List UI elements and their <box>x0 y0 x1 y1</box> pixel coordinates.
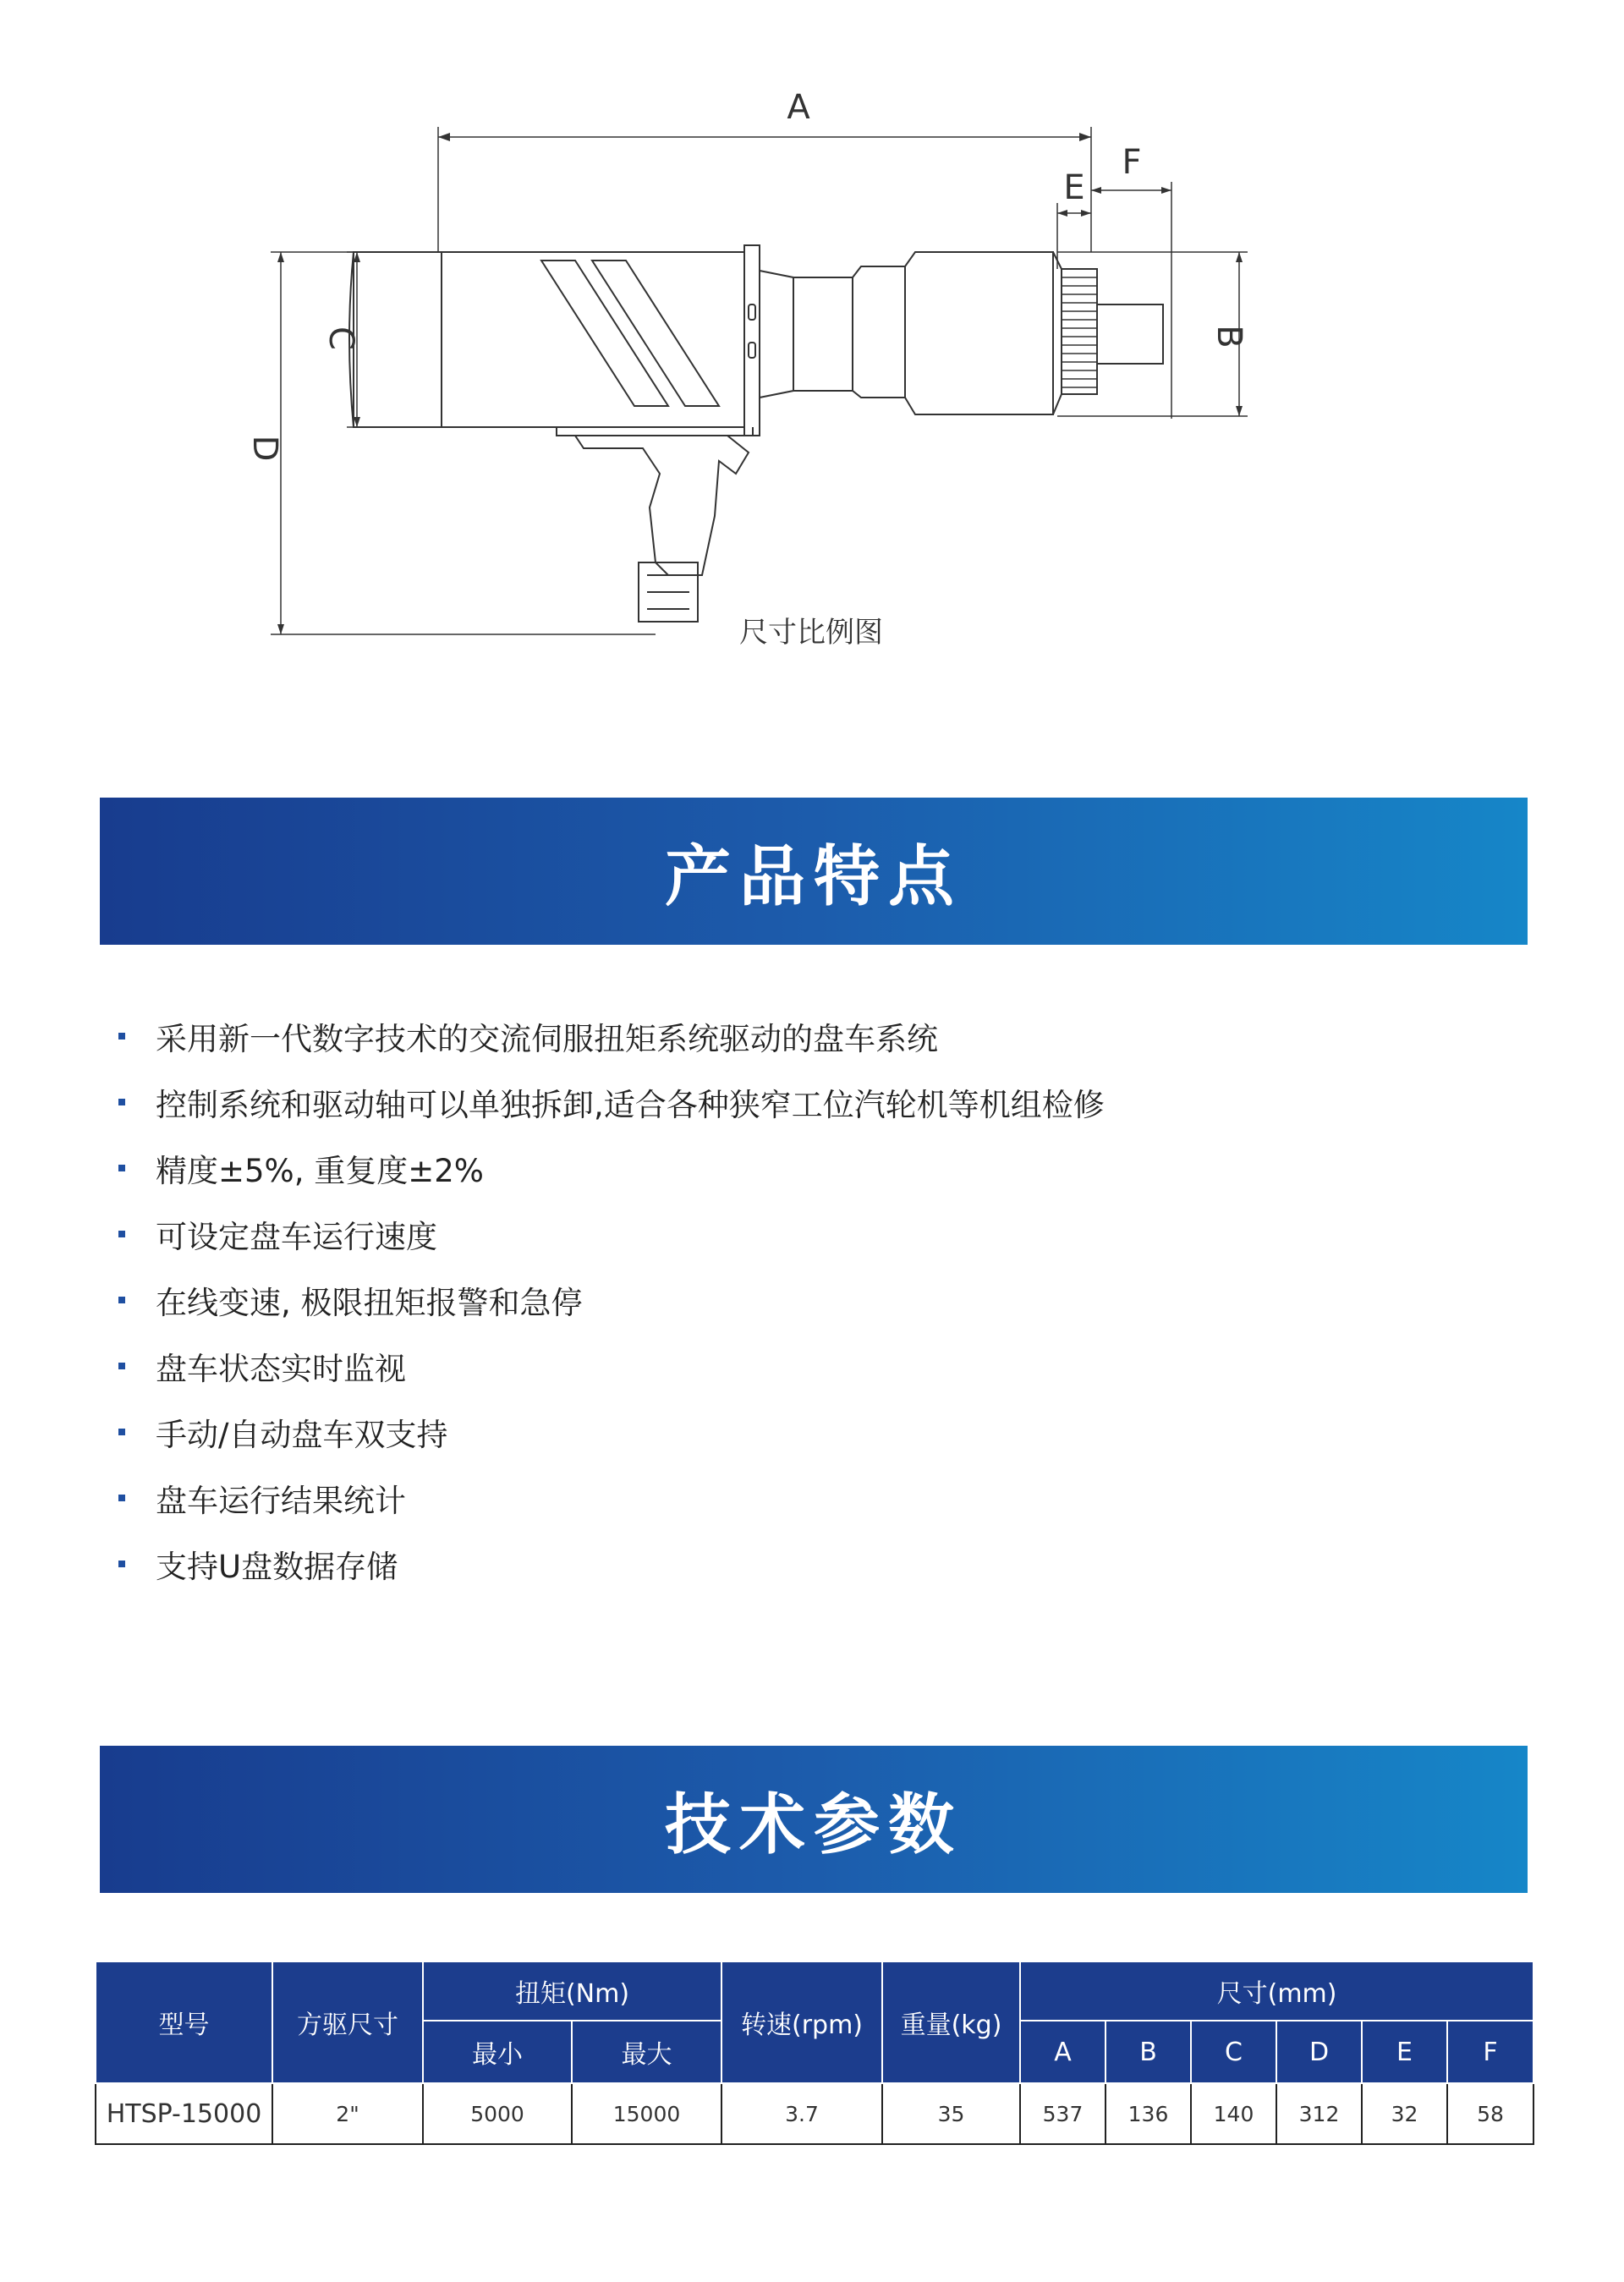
cell-speed: 3.7 <box>721 2083 882 2144</box>
cell-size-d: 312 <box>1276 2083 1362 2144</box>
header-size-c: C <box>1191 2021 1276 2083</box>
header-weight: 重量(kg) <box>882 1961 1020 2083</box>
cell-size-a: 537 <box>1020 2083 1106 2144</box>
feature-text: 精度±5%, 重复度±2% <box>156 1153 484 1189</box>
tool-body <box>354 252 744 427</box>
cell-size-b: 136 <box>1106 2083 1191 2144</box>
feature-text: 在线变速, 极限扭矩报警和急停 <box>156 1285 583 1321</box>
cell-size-f: 58 <box>1447 2083 1533 2144</box>
body-stripe <box>541 261 668 406</box>
header-size: 尺寸(mm) <box>1020 1961 1533 2021</box>
bullet-icon <box>118 1429 125 1435</box>
specs-banner <box>100 1746 1528 1893</box>
bullet-icon <box>118 1495 125 1501</box>
body-stripe <box>592 261 719 406</box>
dimension-label-d: D <box>245 435 284 462</box>
feature-text: 盘车状态实时监视 <box>156 1351 406 1387</box>
square-drive <box>1097 304 1163 364</box>
cell-torque-min: 5000 <box>423 2083 572 2144</box>
cell-weight: 35 <box>882 2083 1020 2144</box>
cell-drive: 2" <box>272 2083 423 2144</box>
dimension-label-f: F <box>1122 143 1142 182</box>
dimension-label-c: C <box>321 326 360 350</box>
header-size-e: E <box>1362 2021 1447 2083</box>
feature-item <box>118 1399 1105 1465</box>
spec-table <box>95 1961 1534 2145</box>
feature-text: 盘车运行结果统计 <box>156 1483 406 1519</box>
feature-item <box>118 1201 1105 1267</box>
header-torque: 扭矩(Nm) <box>423 1961 721 2021</box>
header-speed: 转速(rpm) <box>721 1961 882 2083</box>
features-banner <box>100 798 1528 945</box>
header-torque-max: 最大 <box>572 2021 721 2083</box>
feature-item <box>118 1069 1105 1135</box>
header-torque-min: 最小 <box>423 2021 572 2083</box>
feature-list <box>118 1003 1105 1597</box>
diagram-caption: 尺寸比例图 <box>739 616 883 650</box>
feature-text: 可设定盘车运行速度 <box>156 1219 437 1255</box>
header-size-f: F <box>1447 2021 1533 2083</box>
flange <box>744 245 760 436</box>
features-title: 产品特点 <box>664 838 963 915</box>
feature-item <box>118 1135 1105 1201</box>
feature-item <box>118 1531 1105 1597</box>
feature-text: 手动/自动盘车双支持 <box>156 1417 448 1453</box>
dimension-label-e: E <box>1063 168 1085 207</box>
bullet-icon <box>118 1561 125 1567</box>
header-size-d: D <box>1276 2021 1362 2083</box>
table-row <box>96 2083 1533 2144</box>
header-size-b: B <box>1106 2021 1191 2083</box>
bullet-icon <box>118 1099 125 1105</box>
dimension-label-b: B <box>1210 325 1248 348</box>
bullet-icon <box>118 1363 125 1369</box>
feature-text: 控制系统和驱动轴可以单独拆卸,适合各种狭窄工位汽轮机等机组检修 <box>156 1087 1105 1123</box>
cell-torque-max: 15000 <box>572 2083 721 2144</box>
cell-size-c: 140 <box>1191 2083 1276 2144</box>
header-drive: 方驱尺寸 <box>272 1961 423 2083</box>
feature-text: 支持U盘数据存储 <box>156 1549 398 1585</box>
handle <box>575 436 749 575</box>
header-model: 型号 <box>96 1961 272 2083</box>
cell-size-e: 32 <box>1362 2083 1447 2144</box>
dimension-label-a: A <box>787 88 810 127</box>
feature-item <box>118 1465 1105 1531</box>
cell-model: HTSP-15000 <box>96 2083 272 2144</box>
feature-item <box>118 1333 1105 1399</box>
header-size-a: A <box>1020 2021 1106 2083</box>
feature-item <box>118 1267 1105 1333</box>
bullet-icon <box>118 1297 125 1303</box>
feature-item <box>118 1003 1105 1069</box>
gear-ring <box>1062 269 1097 394</box>
bullet-icon <box>118 1165 125 1171</box>
bullet-icon <box>118 1231 125 1237</box>
dimension-drawing <box>0 0 1624 694</box>
bullet-icon <box>118 1033 125 1040</box>
specs-title: 技术参数 <box>664 1786 963 1863</box>
feature-text: 采用新一代数字技术的交流伺服扭矩系统驱动的盘车系统 <box>156 1021 938 1057</box>
